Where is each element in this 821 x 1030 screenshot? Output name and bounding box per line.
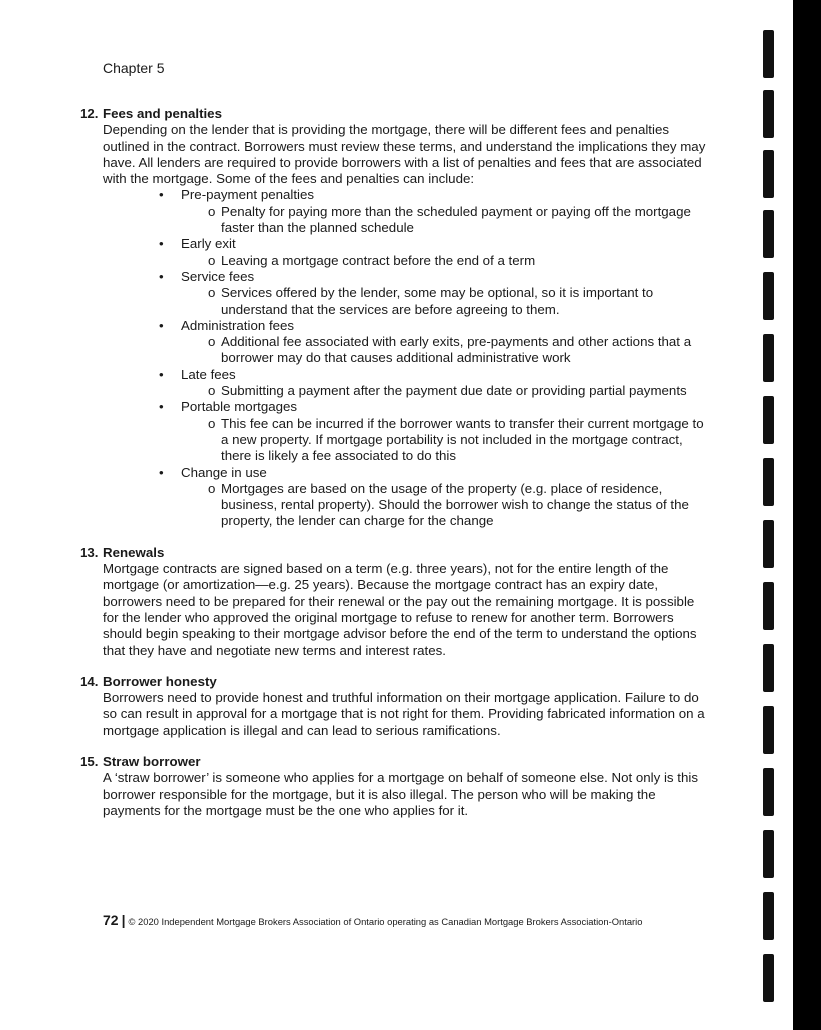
sub-item <box>181 285 710 318</box>
binding-hole <box>763 830 774 878</box>
item-detail: Services offered by the lender, some may be optional, so it is important to understand that the services are before agreeing to them. <box>221 285 654 317</box>
item-label: • Late fees <box>181 366 236 382</box>
sub-marker: o <box>208 252 216 268</box>
list-item <box>103 399 710 464</box>
sub-marker: o <box>208 480 216 496</box>
section-straw-borrower <box>80 754 710 819</box>
binding-hole <box>763 706 774 754</box>
list-item <box>103 465 710 530</box>
item-detail: This fee can be incurred if the borrower wants to transfer their current mortgage to a new property. If mortgage portability is not included in the mortgage contract, there is likely a fee associated to do this <box>221 415 704 464</box>
binding-hole <box>763 334 774 382</box>
binding-hole <box>763 90 774 138</box>
item-label: • Portable mortgages <box>181 399 298 415</box>
item-detail: Leaving a mortgage contract before the end of a term <box>221 252 536 268</box>
item-label: • Change in use <box>181 464 267 480</box>
spiral-binding <box>755 0 793 1030</box>
sub-item <box>181 383 710 399</box>
list-item <box>103 318 710 367</box>
section-paragraph: Borrowers need to provide honest and truthful information on their mortgage application. Failure to do so can result in approval for a mortgage that is not right for them. Providing fabricated information on a mortgage application is illegal and can lead to serious ramifications. <box>103 690 705 738</box>
binding-hole <box>763 210 774 258</box>
item-label: • Pre-payment penalties <box>181 187 315 203</box>
section-number: 12. <box>80 106 99 121</box>
chapter-header: Chapter 5 <box>103 60 165 76</box>
binding-hole <box>763 272 774 320</box>
section-title: Fees and penalties <box>103 106 222 121</box>
section-paragraph: Depending on the lender that is providing the mortgage, there will be different fees and penalties outlined in the contract. Borrowers must review these terms, and understand the implications they may have. All lenders are required to provide borrowers with a list of penalties and fees that are associated with the mortgage. Some of the fees and penalties can include: <box>103 122 706 187</box>
page-number: 72 <box>103 912 119 928</box>
sub-item <box>181 334 710 367</box>
binding-hole <box>763 520 774 568</box>
section-borrower-honesty <box>80 674 710 739</box>
sub-marker: o <box>208 383 216 399</box>
binding-hole <box>763 768 774 816</box>
sub-marker: o <box>208 203 216 219</box>
binding-hole <box>763 396 774 444</box>
section-number: 15. <box>80 753 99 769</box>
item-detail: Mortgages are based on the usage of the property (e.g. place of residence, business, rental property). Should the borrower wish to change the status of the property, the lender can charge for the change <box>221 480 689 529</box>
sub-marker: o <box>208 415 216 431</box>
item-label: • Early exit <box>181 236 236 252</box>
list-item <box>103 236 710 269</box>
sub-marker: o <box>208 285 216 301</box>
section-title: Straw borrower <box>103 753 201 769</box>
binding-hole <box>763 892 774 940</box>
list-item <box>103 269 710 318</box>
footer-separator: | <box>121 912 126 928</box>
binding-hole <box>763 954 774 1002</box>
sub-item <box>181 253 710 269</box>
sub-marker: o <box>208 334 216 350</box>
binding-hole <box>763 150 774 198</box>
copyright-notice: © 2020 Independent Mortgage Brokers Association of Ontario operating as Canadian Mortgage Brokers Association-Ontario <box>128 916 643 927</box>
binding-hole <box>763 458 774 506</box>
page-content <box>80 106 710 834</box>
item-label: • Administration fees <box>181 317 295 333</box>
section-paragraph: Mortgage contracts are signed based on a term (e.g. three years), not for the entire length of the mortgage (or amortization—e.g. 25 years). Because the mortgage contract has an expiry date, borrowers need to be prepared for their renewal or the pay out the remaining mortgage. It is possible for the lender who approved the original mortgage to refuse to renew for another term. Borrowers should begin speaking to their mortgage advisor before the end of the term to understand the options that they have and negotiate new terms and interest rates. <box>103 561 697 658</box>
section-title: Borrower honesty <box>103 673 217 689</box>
binding-hole <box>763 30 774 78</box>
section-renewals <box>80 545 710 659</box>
section-number: 13. <box>80 544 99 560</box>
item-label: • Service fees <box>181 268 255 284</box>
binding-hole <box>763 644 774 692</box>
item-detail: Additional fee associated with early exits, pre-payments and other actions that a borrower may do that causes additional administrative work <box>221 334 692 366</box>
item-detail: Submitting a payment after the payment due date or providing partial payments <box>221 383 687 399</box>
list-item <box>103 187 710 236</box>
section-fees-and-penalties <box>80 106 710 530</box>
fee-list <box>103 187 710 529</box>
item-detail: Penalty for paying more than the scheduled payment or paying off the mortgage faster than the planned schedule <box>221 203 691 236</box>
section-paragraph: A ‘straw borrower’ is someone who applies for a mortgage on behalf of someone else. Not only is this borrower responsible for the mortgage, but it is also illegal. The person who will be making the payments for the mortgage must be the one who applies for it. <box>103 770 698 818</box>
page-footer <box>103 912 642 930</box>
sub-item <box>181 481 710 530</box>
sub-item <box>181 204 710 237</box>
section-number: 14. <box>80 673 99 689</box>
section-title: Renewals <box>103 544 165 560</box>
sub-item <box>181 416 710 465</box>
binding-hole <box>763 582 774 630</box>
list-item <box>103 367 710 400</box>
